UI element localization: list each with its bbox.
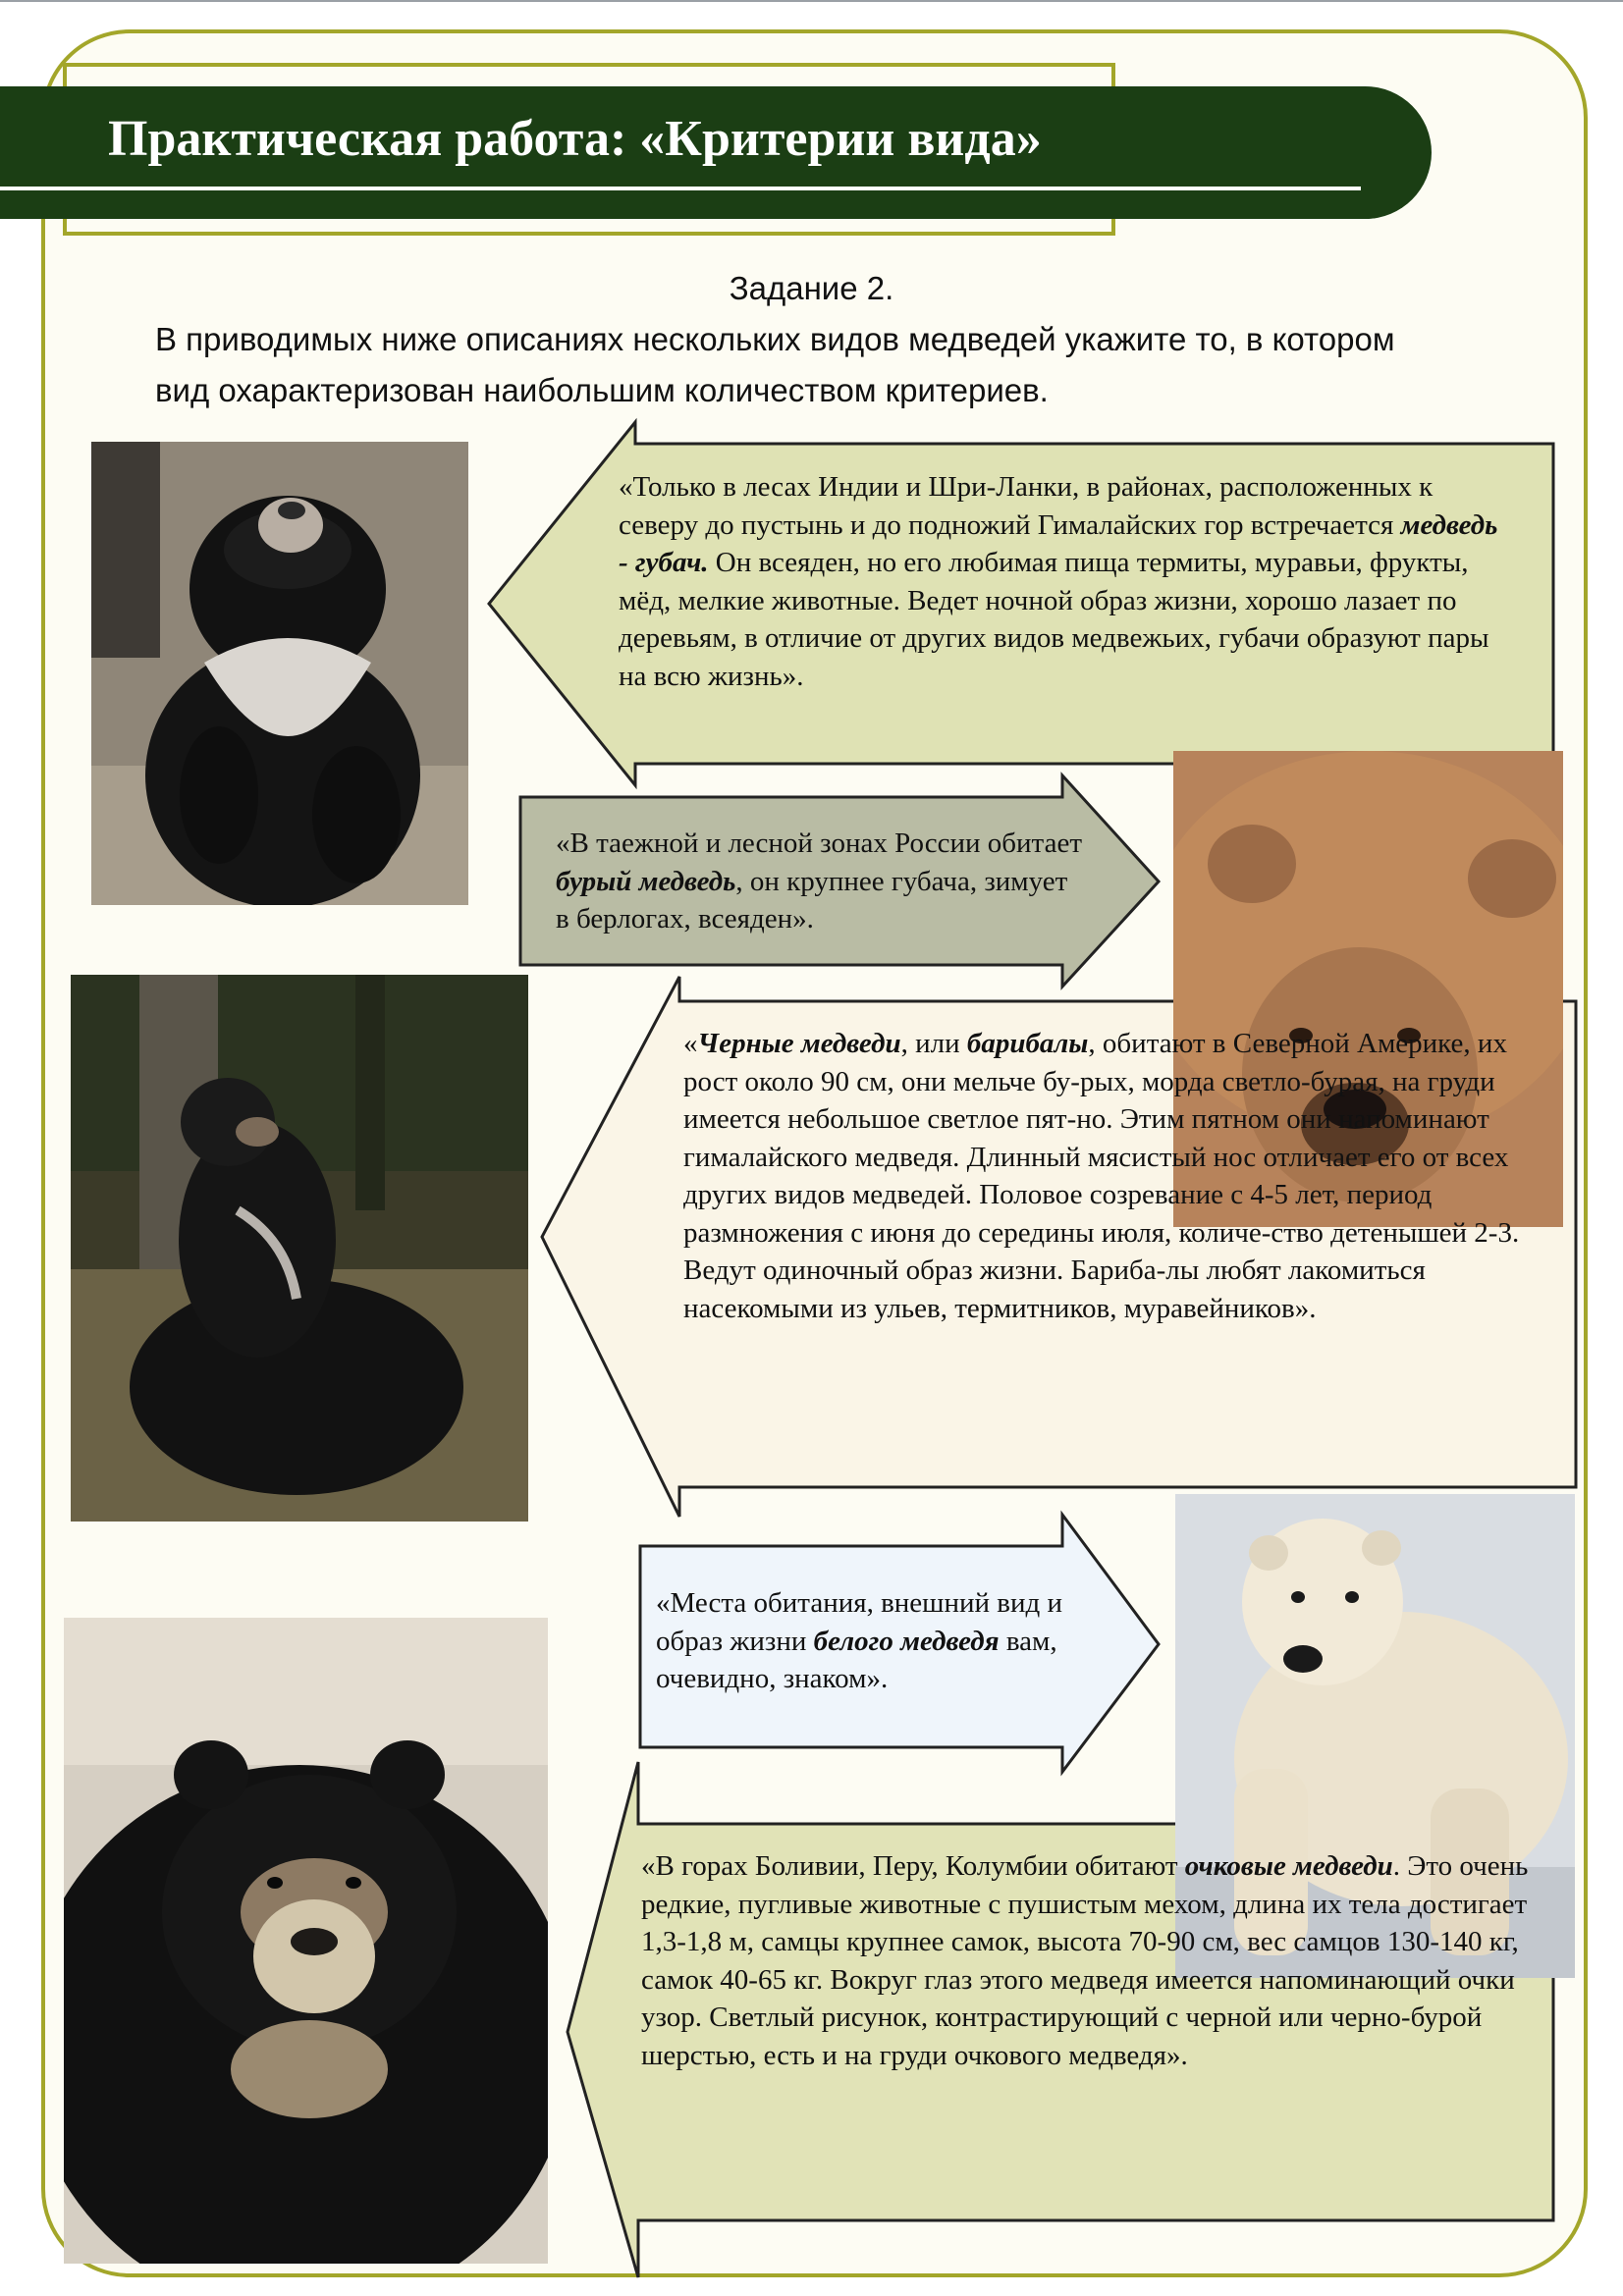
- sloth-bear-photo: [91, 442, 468, 905]
- spectacled-text-pre: «В горах Боливии, Перу, Колумбии обитают: [641, 1850, 1185, 1882]
- polar-bear-name: белого медведя: [813, 1625, 1000, 1657]
- spectacled-bear-description: [641, 1847, 1554, 2074]
- polar-text-pre: «Места обитания, внешний вид и образ жизни: [656, 1587, 1063, 1657]
- black-bear-description: [683, 1025, 1562, 1327]
- black-text-post: , обитают в Северной Америке, их рост около 90 см, они мельче бу-рых, морда светло-бурая, на груди имеется небольшое светлое пят-но. Этим пятном они напоминают гималайского медведя. Длинный мясистый нос отличает его от всех других видов медведей. Половое созревание с 4-5 лет, период размножения с июня до середины июля, количе-ство детенышей 2-3. Ведут одиночный образ жизни. Бариба-лы любят лакомиться насекомыми из ульев, термитников, муравейников».: [683, 1028, 1520, 1324]
- black-bear-name: Черные медведи: [697, 1028, 901, 1059]
- brown-bear-name: бурый медведь: [556, 865, 736, 897]
- brown-bear-description: [556, 825, 1086, 938]
- sloth-bear-description: [619, 468, 1507, 695]
- black-bear-name-alt: барибалы: [966, 1028, 1089, 1059]
- spectacled-text-post: . Это очень редкие, пугливые животные с пушистым мехом, длина их тела достигает 1,3-1,8 м, самцы крупнее самок, высота 70-90 см, вес самцов 130-140 кг, самок 40-65 кг. Вокруг глаз этого медведя имеется напоминающий очки узор. Светлый рисунок, контрастирующий с черной или черно-бурой шерстью, есть и на груди очкового медведя».: [641, 1850, 1529, 2071]
- black-text-pre: «: [683, 1028, 698, 1059]
- polar-text-post: вам, очевидно, знаком».: [656, 1625, 1057, 1694]
- sloth-text-pre: «Только в лесах Индии и Шри-Ланки, в районах, расположенных к северу до пустынь и до подножий Гималайских гор встречается: [619, 471, 1434, 541]
- task-text: В приводимых ниже описаниях нескольких видов медведей укажите то, в котором вид охарактеризован наибольшим количеством критериев.: [155, 321, 1395, 408]
- spectacled-bear-name: очковые медведи: [1184, 1850, 1393, 1882]
- black-text-mid: , или: [900, 1028, 967, 1059]
- page-title: Практическая работа: «Критерии вида»: [108, 111, 1042, 167]
- sloth-text-post: Он всеяден, но его любимая пища термиты, муравьи, фрукты, мёд, мелкие животные. Ведет ночной образ жизни, хорошо лазает по деревьям, в отличие от других видов медвежьих, губачи образуют пары на всю жизнь».: [619, 547, 1489, 692]
- polar-bear-description: [656, 1584, 1117, 1698]
- task-title: Задание 2.: [729, 270, 894, 306]
- spectacled-bear-photo: [64, 1618, 548, 2264]
- black-bear-photo: [71, 975, 528, 1522]
- brown-text-post: , он крупнее губача, зимует в берлогах, всеяден».: [556, 865, 1068, 934]
- brown-text-pre: «В таежной и лесной зонах России обитает: [556, 828, 1082, 859]
- sloth-bear-name: медведь - губач.: [619, 508, 1498, 578]
